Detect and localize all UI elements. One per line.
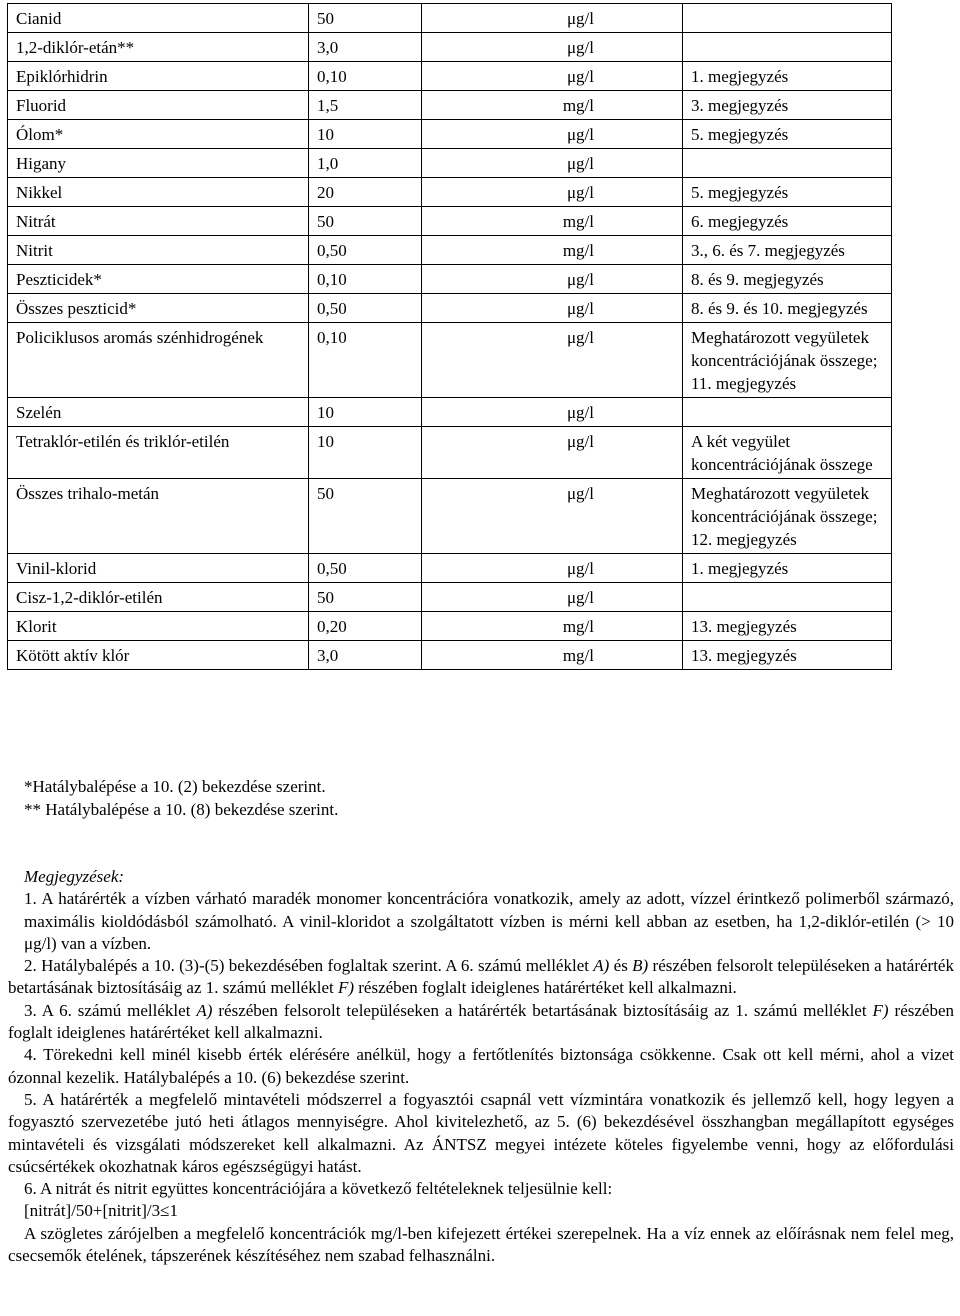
substance-cell: Összes trihalo-metán — [8, 479, 309, 554]
substance-cell: 1,2-diklór-etán** — [8, 33, 309, 62]
substance-cell: Cisz-1,2-diklór-etilén — [8, 583, 309, 612]
note-cell: A két vegyület koncentrációjának összege — [683, 427, 892, 479]
substance-cell: Policiklusos aromás szénhidrogének — [8, 323, 309, 398]
substance-cell: Nitrát — [8, 207, 309, 236]
value-cell: 0,50 — [309, 236, 422, 265]
substance-cell: Tetraklór-etilén és triklór-etilén — [8, 427, 309, 479]
note-6-formula: [nitrát]/50+[nitrit]/3≤1 — [24, 1201, 178, 1221]
unit-cell: μg/l — [422, 427, 683, 479]
substance-cell: Ólom* — [8, 120, 309, 149]
table-row — [8, 554, 892, 583]
substance-cell: Cianid — [8, 4, 309, 33]
value-cell: 0,50 — [309, 554, 422, 583]
value-cell: 50 — [309, 207, 422, 236]
table-row — [8, 427, 892, 479]
unit-cell: μg/l — [422, 323, 683, 398]
note-cell: 13. megjegyzés — [683, 641, 892, 670]
note-cell: 8. és 9. és 10. megjegyzés — [683, 294, 892, 323]
value-cell: 10 — [309, 120, 422, 149]
note-cell: 3. megjegyzés — [683, 91, 892, 120]
unit-cell: μg/l — [422, 120, 683, 149]
value-cell: 0,10 — [309, 265, 422, 294]
note-2: 2. Hatálybalépés a 10. (3)-(5) bekezdésében foglaltak szerint. A 6. számú melléklet A) és B) részében felsorolt településeken a határérték betartásának biztosításáig az 1. számú melléklet F) részében foglalt ideiglenes határértéket kell alkalmazni. — [8, 956, 954, 998]
substance-cell: Epiklórhidrin — [8, 62, 309, 91]
substance-cell: Kötött aktív klór — [8, 641, 309, 670]
footnote-1: *Hatálybalépése a 10. (2) bekezdése szerint. — [24, 777, 326, 796]
value-cell: 50 — [309, 583, 422, 612]
table-row — [8, 207, 892, 236]
value-cell: 50 — [309, 479, 422, 554]
footnotes — [24, 775, 338, 821]
substance-cell: Nitrit — [8, 236, 309, 265]
value-cell: 20 — [309, 178, 422, 207]
unit-cell: μg/l — [422, 398, 683, 427]
note-cell — [683, 149, 892, 178]
substance-cell: Fluorid — [8, 91, 309, 120]
note-cell — [683, 33, 892, 62]
unit-cell: μg/l — [422, 178, 683, 207]
table-row — [8, 265, 892, 294]
table-row — [8, 294, 892, 323]
unit-cell: μg/l — [422, 149, 683, 178]
note-6: 6. A nitrát és nitrit együttes koncentrációjára a következő feltételeknek teljesülnie kell: — [24, 1179, 613, 1199]
note-cell — [683, 583, 892, 612]
unit-cell: mg/l — [422, 236, 683, 265]
table-row — [8, 583, 892, 612]
unit-cell: μg/l — [422, 294, 683, 323]
substance-cell: Nikkel — [8, 178, 309, 207]
table-row — [8, 62, 892, 91]
unit-cell: mg/l — [422, 207, 683, 236]
table-row — [8, 641, 892, 670]
unit-cell: μg/l — [422, 583, 683, 612]
table-row — [8, 4, 892, 33]
note-cell — [683, 4, 892, 33]
note-cell — [683, 398, 892, 427]
table-row — [8, 323, 892, 398]
value-cell: 3,0 — [309, 641, 422, 670]
table-row — [8, 479, 892, 554]
value-cell: 0,10 — [309, 323, 422, 398]
unit-cell: μg/l — [422, 265, 683, 294]
table-row — [8, 33, 892, 62]
value-cell: 0,50 — [309, 294, 422, 323]
value-cell: 50 — [309, 4, 422, 33]
substance-cell: Összes peszticid* — [8, 294, 309, 323]
value-cell: 10 — [309, 427, 422, 479]
value-cell: 1,5 — [309, 91, 422, 120]
table-row — [8, 149, 892, 178]
unit-cell: μg/l — [422, 554, 683, 583]
table-row — [8, 91, 892, 120]
table-row — [8, 398, 892, 427]
table-row — [8, 612, 892, 641]
unit-cell: μg/l — [422, 4, 683, 33]
table-row — [8, 178, 892, 207]
value-cell: 0,20 — [309, 612, 422, 641]
note-cell: 13. megjegyzés — [683, 612, 892, 641]
value-cell: 1,0 — [309, 149, 422, 178]
substance-cell: Szelén — [8, 398, 309, 427]
unit-cell: mg/l — [422, 641, 683, 670]
unit-cell: mg/l — [422, 612, 683, 641]
table-row — [8, 120, 892, 149]
substance-cell: Higany — [8, 149, 309, 178]
note-cell: 5. megjegyzés — [683, 178, 892, 207]
note-cell: 6. megjegyzés — [683, 207, 892, 236]
footnote-2: ** Hatálybalépése a 10. (8) bekezdése szerint. — [24, 800, 339, 819]
note-6-tail: A szögletes zárójelben a megfelelő koncentrációk mg/l-ben kifejezett értékei szerepelnek. Ha a víz ennek az előírásnak nem felel meg, csecsemők ételének, tápszerének készítéséhez nem szabad felhasználni. — [8, 1223, 954, 1266]
limit-table — [7, 3, 892, 670]
note-5: 5. A határérték a megfelelő mintavételi módszerrel a fogyasztói csapnál vett vízmintára vonatkozik és jellemző kell, hogy legyen a fogyasztó szervezetébe jutó heti átlagos mennyiségre. Ahol kivitelezhető, az 5. (6) bekezdésével összhangban megállapított egységes mintavételi és vizsgálati módszereket kell alkalmazni. Az ÁNTSZ megyei intézete köteles figyelembe venni, hogy az előfordulási csúcsértékek okozhatnak káros egészségügyi hatást. — [8, 1089, 954, 1176]
notes-section — [8, 866, 954, 1267]
note-3: 3. A 6. számú melléklet A) részében felsorolt településeken a határérték betartásának biztosításáig az 1. számú melléklet F) részében foglalt ideiglenes határértéket kell alkalmazni. — [8, 1000, 954, 1043]
note-cell: 1. megjegyzés — [683, 554, 892, 583]
note-4: 4. Törekedni kell minél kisebb érték elérésére anélkül, hogy a fertőtlenítés biztonsága csökkenne. Csak ott kell mérni, ahol a vizet ózonnal kezelik. Hatálybalépés a 10. (6) bekezdése szerint. — [8, 1045, 954, 1087]
note-cell: 8. és 9. megjegyzés — [683, 265, 892, 294]
table-row — [8, 236, 892, 265]
note-cell: 5. megjegyzés — [683, 120, 892, 149]
notes-header: Megjegyzések: — [24, 867, 125, 886]
note-cell: Meghatározott vegyületek koncentrációjának összege; 11. megjegyzés — [683, 323, 892, 398]
unit-cell: mg/l — [422, 91, 683, 120]
note-cell: Meghatározott vegyületek koncentrációjának összege; 12. megjegyzés — [683, 479, 892, 554]
substance-cell: Peszticidek* — [8, 265, 309, 294]
value-cell: 10 — [309, 398, 422, 427]
value-cell: 0,10 — [309, 62, 422, 91]
substance-cell: Vinil-klorid — [8, 554, 309, 583]
note-1: 1. A határérték a vízben várható maradék monomer koncentrációra vonatkozik, amely az adott, vízzel érintkező polimerből származó, maximális kioldódásból számolható. A vinil-kloridot a szolgáltatott vízben is mérni kell abban az esetben, ha 1,2-diklór-etilén (> 10 μg/l) van a vízben. — [24, 889, 954, 953]
value-cell: 3,0 — [309, 33, 422, 62]
unit-cell: μg/l — [422, 62, 683, 91]
note-cell: 3., 6. és 7. megjegyzés — [683, 236, 892, 265]
unit-cell: μg/l — [422, 33, 683, 62]
substance-cell: Klorit — [8, 612, 309, 641]
unit-cell: μg/l — [422, 479, 683, 554]
note-cell: 1. megjegyzés — [683, 62, 892, 91]
